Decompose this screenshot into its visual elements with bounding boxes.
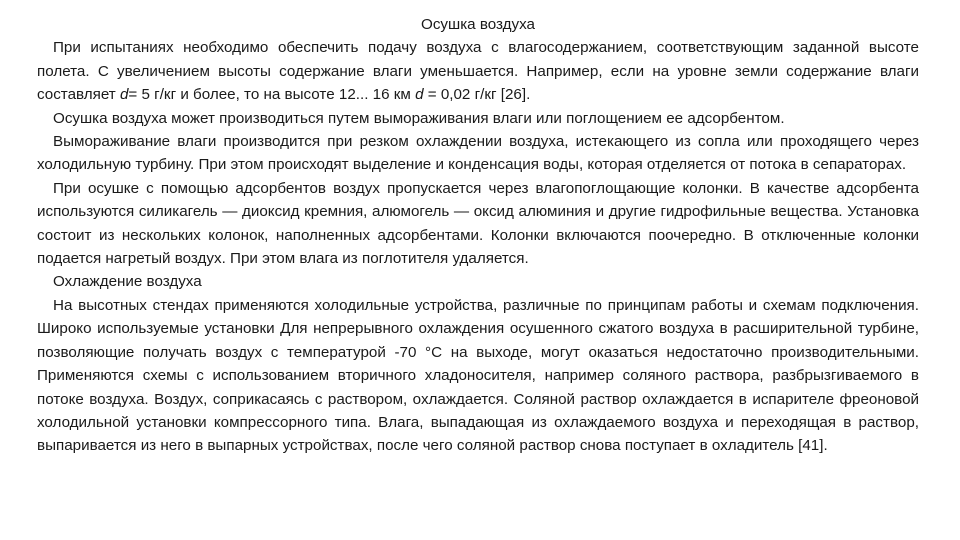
paragraph-freezing: Вымораживание влаги производится при резком охлаждении воздуха, истекающего из сопла или проходящего через холодильную турбину. При этом происходят выделение и конденсация воды, которая отделяется от потока в сепараторах. — [37, 133, 919, 174]
paragraph-1-text-c: = 0,02 г/кг [26]. — [423, 86, 531, 104]
document-title: Осушка воздуха — [421, 16, 535, 33]
document-page — [37, 13, 919, 458]
paragraph-1-text-a: При испытаниях необходимо обеспечить подачу воздуха с влагосодержанием, соответствующим заданной высоте полета. С увеличением высоты содержание влаги уменьшается. Например, если на уровне земли содержание влаги составляет — [37, 39, 919, 104]
paragraph-air-cooling: На высотных стендах применяются холодильные устройства, различные по принципам работы и схемам подключения. Широко используемые установки Для непрерывного охлаждения осушенного сжатого воздуха в расширительной турбине, позволяющие получать воздух с температурой -70 °С на выходе, могут оказаться недостаточно производительными. Применяются схемы с использованием вторичного хладоносителя, например соляного раствора, разбрызгиваемого в потоке воздуха. Воздух, соприкасаясь с раствором, охлаждается. Соляной раствор охлаждается в испарителе фреоновой холодильной установки компрессорного типа. Влага, выпадающая из охлаждаемого воздуха и переходящая в раствор, выпаривается из него в выпарных устройствах, после чего соляной раствор снова поступает в охладитель [41]. — [37, 296, 919, 455]
paragraph-adsorbents: При осушке с помощью адсорбентов воздух пропускается через влагопоглощающие колонки. В качестве адсорбента используются силикагель — диоксид кремния, алюмогель — оксид алюминия и другие гидрофильные вещества. Установка состоит из нескольких колонок, наполненных адсорбентами. Колонки включаются поочередно. В отключенные колонки подается нагретый воздух. При этом влага из поглотителя удаляется. — [37, 179, 919, 268]
paragraph-humidity-requirements — [37, 36, 919, 106]
variable-d-ground: d — [119, 86, 129, 104]
variable-d-altitude: d — [415, 86, 424, 104]
section-subheading: Охлаждение воздуха — [53, 273, 202, 291]
paragraph-1-text-b: = 5 г/кг и более, то на высоте 12... 16 км — [128, 86, 416, 104]
paragraph-drying-methods: Осушка воздуха может производиться путем вымораживания влаги или поглощением ее адсорбентом. — [53, 109, 785, 127]
